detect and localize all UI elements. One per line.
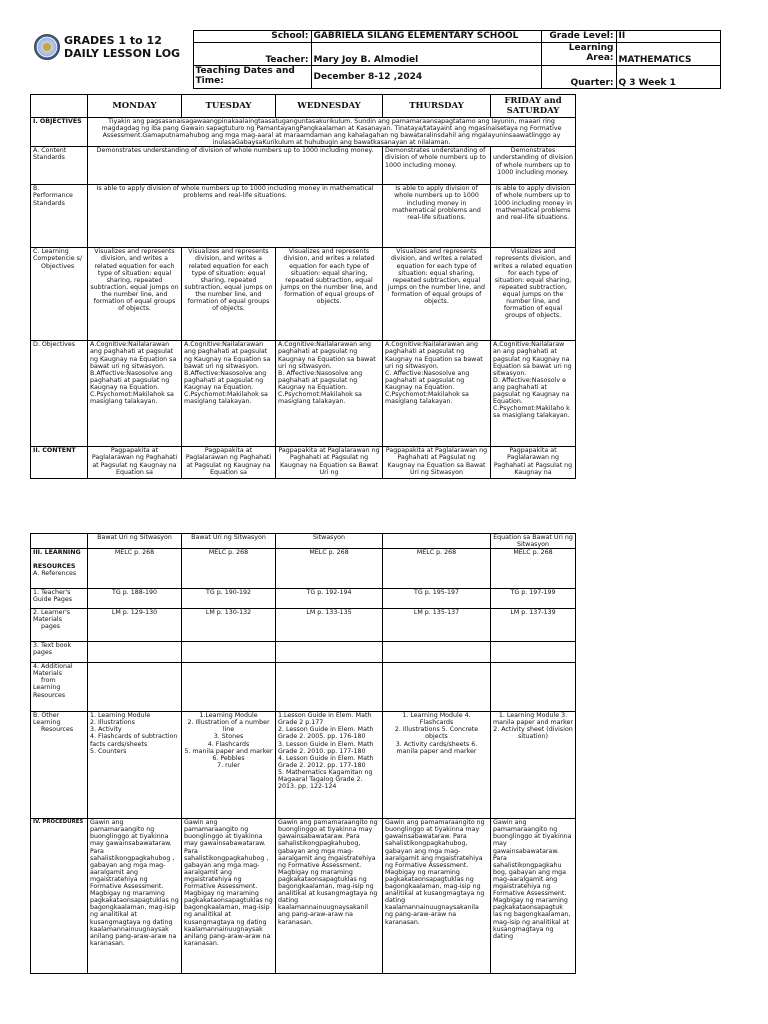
content-standards-fri: Demonstrates understanding of division of whole numbers up to 1000 including money. — [491, 147, 576, 185]
melc-thu: MELC p. 268 — [383, 549, 491, 589]
dates-label — [193, 66, 311, 89]
content-thu: Pagpapakita at Paglalarawan ng Paghahati at Pagsulat ng Kaugnay na Equation sa Bawat Uri ng Sitwasyon — [383, 447, 491, 479]
lm-wed: LM p. 133-135 — [276, 609, 383, 642]
procedures-tue: Gawin ang pamamaraangito ng buonglinggo at tiyakinna may gawainsabawataraw. Para sahalistikongpagkahubog , gabayan ang mga mag-aaralgamit ang mgaistratehiya ng Formative Assessment. Magbigay ng maraming pagkakataonsapagtuklas ng bagongkaalaman, mag-isip ng analitikal at kusangmagtaya ng dating kaalamannainuugnaysak anilang pang-araw-araw na karanasan. — [182, 819, 276, 974]
additional-tue — [182, 663, 276, 712]
other-label-2: Resources — [41, 726, 74, 734]
d-objectives-label: D. Objectives — [31, 341, 88, 447]
other-wed: 1.Lesson Guide in Elem. Math Grade 2 p.177 2. Lesson Guide in Elem. Math Grade 2. 2005. pp. 176-180 3. Lesson Guide in Elem. Math Grade 2. 2010. pp. 177-180 4. Lesson Guide in Elem. Math Grade 2. 2012. pp. 177-180 5. Mathematics Kagamitan ng Magaaral Tagalog Grade 2. 2013. pp. 122-124 — [276, 712, 383, 819]
performance-standards-fri: Is able to apply division of whole numbers up to 1000 including money in mathematical problems and real-life situations. — [491, 185, 576, 248]
dates-label-1: Teaching Dates and — [195, 66, 295, 76]
resources-label-1: III. LEARNING — [33, 549, 81, 557]
day-friday: FRIDAY and SATURDAY — [491, 95, 576, 118]
objectives-label: I. OBJECTIVES — [31, 118, 88, 147]
melc-mon: MELC p. 268 — [88, 549, 182, 589]
tg-tue: TG p. 190-192 — [182, 589, 276, 609]
melc-wed: MELC p. 268 — [276, 549, 383, 589]
area-label-1: Learning — [568, 43, 614, 53]
additional-label-1: 4. Additional Materials — [33, 663, 73, 678]
procedures-mon: Gawin ang pamamaraangito ng buonglinggo at tiyakinna may gawainsabawataraw. Para sahalistikongpagkahubog , gabayan ang mga mag-aaralgamit ang mgaistratehiya ng Formative Assessment. Magbigay ng maraming pagkakataonsapagtuklas ng bagongkaalaman, mag-isip ng analitikal at kusangmagtaya ng dating kaalamannainuugnaysak anilang pang-araw-araw na karanasan. — [88, 819, 182, 974]
lm-label-1: 2. Learner's Materials — [33, 609, 71, 624]
procedures-label: IV. PROCEDURES — [31, 819, 88, 974]
d-objectives-fri: A.Cognitive:Nailalaraw an ang paghahati at pagsulat ng Kaugnay na Equation sa bawat uri ng sitwasyon. D. Affective:Nasosolv e ang paghahati at pagsulat ng Kaugnay na Equation. C.Psychomot:Makilaho k sa masiglang talakayan. — [491, 341, 576, 447]
dates-label-2: Time: — [195, 76, 224, 86]
content-wed: Pagpapakita at Paglalarawan ng Paghahati at Pagsulat ng Kaugnay na Equation sa Bawat Uri ng — [276, 447, 383, 479]
procedures-fri: Gawin ang pamamaraangito ng buonglinggo at tiyakinna may gawainsabawataraw. Para sahalistikongpagkahu bog, gabayan ang mga mag-aaralgamit ang mgaistratehiya ng Formative Assessment. Magbigay ng maraming pagkakataonsapagtuk las ng bagongkaalaman, mag-isip ng analitikal at kusangmagtaya ng dating — [491, 819, 576, 974]
grade-value: II — [616, 31, 720, 43]
tg-thu: TG p. 195-197 — [383, 589, 491, 609]
additional-fri — [491, 663, 576, 712]
other-thu: 1. Learning Module 4. Flashcards 2. Illustrations 5. Concrete objects 3. Activity cards/sheets 6. manila paper and marker — [383, 712, 491, 819]
teachers-guide-label: 1. Teacher's Guide Pages — [31, 589, 88, 609]
performance-label-2: Performance Standards — [33, 192, 73, 207]
textbook-wed — [276, 642, 383, 663]
lm-tue: LM p. 130-132 — [182, 609, 276, 642]
content-cont-tue: Bawat Uri ng Sitwasyon — [182, 534, 276, 549]
content-mon: Pagpapakita at Paglalarawan ng Paghahati at Pagsulat ng Kaugnay na Equation sa — [88, 447, 182, 479]
school-label: School: — [193, 31, 311, 43]
day-wednesday: WEDNESDAY — [276, 95, 383, 118]
tg-wed: TG p. 192-194 — [276, 589, 383, 609]
lm-thu: LM p. 135-137 — [383, 609, 491, 642]
title-line-1: GRADES 1 to 12 — [64, 34, 162, 47]
content-cont-wed: Sitwasyon — [276, 534, 383, 549]
content-standards-mon-wed: Demonstrates understanding of division of whole numbers up to 1000 including money. — [88, 147, 383, 185]
competencies-tue: Visualizes and represents division, and writes a related equation for each type of situation: equal sharing, repeated subtraction, equal jumps on the number line, and formation of equal groups of objects. — [182, 248, 276, 341]
content-cont-mon: Bawat Uri ng Sitwasyon — [88, 534, 182, 549]
procedures-thu: Gawin ang pamamaraangito ng buonglinggo at tiyakinna may gawainsabawataraw. Para sahalistikongpagkahubog, gabayan ang mga mag-aaralgamit ang mgaistratehiya ng Formative Assessment. Magbigay ng maraming pagkakataonsapagtuklas ng bagongkaalaman, mag-isip ng analitikal at kusangmagtaya ng dating kaalamannainuugnaysakanila ng pang-araw-araw na karanasan. — [383, 819, 491, 974]
d-objectives-tue: A.Cognitive:Nailalarawan ang paghahati at pagsulat ng Kaugnay na Equation sa bawat uri ng sitwasyon. B.Affective:Nasosolve ang paghahati at pagsulat ng Kaugnay na Equation. C.Psychomot:Makilahok sa masiglang talakayan. — [182, 341, 276, 447]
learners-materials-label — [31, 609, 88, 642]
lesson-table-page-1 — [30, 94, 576, 479]
resources-label-3: A. References — [33, 570, 77, 578]
resources-label-2: RESOURCES — [33, 563, 76, 571]
performance-label-1: B. — [33, 185, 40, 193]
additional-label-3: Learning Resources — [33, 684, 66, 699]
lm-fri: LM p. 137-139 — [491, 609, 576, 642]
other-mon: 1. Learning Module 2. Illustrations 3. Activity 4. Flashcards of subtraction facts cards/sheets 5. Counters — [88, 712, 182, 819]
area-label-2: Area: — [586, 53, 614, 63]
textbook-tue — [182, 642, 276, 663]
title-line-2: DAILY LESSON LOG — [64, 47, 181, 60]
day-tuesday: TUESDAY — [182, 95, 276, 118]
d-objectives-wed: A.Cognitive:Nailalarawan ang paghahati at pagsulat ng Kaugnay na Equation sa bawat uri ng sitwasyon. B. Affective:Nasosolve ang paghahati at pagsulat ng Kaugnay na Equation. C.Psychomot:Makilahok sa masiglang talakayan. — [276, 341, 383, 447]
performance-standards-thu: Is able to apply division of whole numbers up to 1000 including money in mathematical problems and real-life situations. — [383, 185, 491, 248]
textbook-mon — [88, 642, 182, 663]
melc-fri: MELC p. 268 — [491, 549, 576, 589]
tg-fri: TG p. 197-199 — [491, 589, 576, 609]
melc-tue: MELC p. 268 — [182, 549, 276, 589]
additional-mon — [88, 663, 182, 712]
cont-label-empty — [31, 534, 88, 549]
title-area — [30, 31, 193, 89]
textbook-thu — [383, 642, 491, 663]
dates-value: December 8-12 ,2024 — [311, 66, 541, 89]
content-fri: Pagpapakita at Paglalarawan ng Paghahati at Pagsulat ng Kaugnay na — [491, 447, 576, 479]
d-objectives-thu: A.Cognitive:Nailalarawan ang paghahati at pagsulat ng Kaugnay na Equation sa bawat uri ng sitwasyon. C. Affective:Nasosolve ang paghahati at pagsulat ng Kaugnay na Equation. C.Psychomot:Makilahok sa masiglang talakayan. — [383, 341, 491, 447]
competencies-fri: Visualizes and represents division, and writes a related equation for each type of situation: equal sharing, repeated subtraction, equal jumps on the number line, and formation of equal groups of objects. — [491, 248, 576, 341]
competencies-mon: Visualizes and represents division, and writes a related equation for each type of situation: equal sharing, repeated subtraction, equal jumps on the number line, and formation of equal groups of objects. — [88, 248, 182, 341]
content-cont-thu — [383, 534, 491, 549]
additional-thu — [383, 663, 491, 712]
quarter-label: Quarter: — [541, 66, 616, 89]
additional-wed — [276, 663, 383, 712]
area-value: MATHEMATICS — [616, 43, 720, 66]
tg-mon: TG p. 188-190 — [88, 589, 182, 609]
teacher-value: Mary Joy B. Almodiel — [311, 43, 541, 66]
quarter-value: Q 3 Week 1 — [616, 66, 720, 89]
area-label — [541, 43, 616, 66]
content-tue: Pagpapakita at Paglalarawan ng Paghahati at Pagsulat ng Kaugnay na Equation sa — [182, 447, 276, 479]
content-standards-label: A. Content Standards — [31, 147, 88, 185]
competencies-label — [31, 248, 88, 341]
other-label-1: B. Other Learning — [33, 712, 61, 727]
competencies-wed: Visualizes and represents division, and writes a related equation for each type of situation: equal sharing, repeated subtraction, equal jumps on the number line, and formation of equal groups of objects. — [276, 248, 383, 341]
additional-materials-label — [31, 663, 88, 712]
procedures-wed: Gawin ang pamamaraangito ng buonglinggo at tiyakinna may gawainsabawataraw. Para sahalistikongpagkahubog, gabayan ang mga mag-aaralgamit ang mgaistratehiya ng Formative Assessment. Magbigay ng maraming pagkakataonsapagtuklas ng bagongkaalaman, mag-isip ng analitikal at kusangmagtaya ng dating kaalamannainuugnaysakanil ang pang-araw-araw na karanasan. — [276, 819, 383, 974]
additional-label-2: from — [41, 677, 56, 685]
textbook-fri — [491, 642, 576, 663]
content-standards-thu: Demonstrates understanding of division of whole numbers up to 1000 including money. — [383, 147, 491, 185]
grade-label: Grade Level: — [541, 31, 616, 43]
header-table — [30, 30, 721, 89]
lesson-table-page-2 — [30, 533, 576, 974]
competencies-thu: Visualizes and represents division, and writes a related equation for each type of situation: equal sharing, repeated subtraction, equal jumps on the number line, and formation of equal groups of objects. — [383, 248, 491, 341]
performance-standards-mon-wed: Is able to apply division of whole numbers up to 1000 including money in mathematical problems and real-life situations. — [88, 185, 383, 248]
corner-cell — [31, 95, 88, 118]
performance-standards-label — [31, 185, 88, 248]
teacher-label: Teacher: — [193, 43, 311, 66]
day-thursday: THURSDAY — [383, 95, 491, 118]
other-resources-label — [31, 712, 88, 819]
lm-mon: LM p. 129-130 — [88, 609, 182, 642]
content-label: II. CONTENT — [31, 447, 88, 479]
lm-label-2: pages — [41, 623, 61, 631]
school-value: GABRIELA SILANG ELEMENTARY SCHOOL — [311, 31, 541, 43]
day-monday: MONDAY — [88, 95, 182, 118]
other-fri: 1. Learning Module 3. manila paper and marker 2. Activity sheet (division situation) — [491, 712, 576, 819]
content-cont-fri: Equation sa Bawat Uri ng Sitwasyon — [491, 534, 576, 549]
textbook-label: 3. Text book pages — [31, 642, 88, 663]
resources-label — [31, 549, 88, 589]
other-tue: 1.Learning Module 2. Illustration of a number line 3. Stones 4. Flashcards 5. manila paper and marker 6. Pebbles 7. ruler — [182, 712, 276, 819]
objectives-note: Tiyakin ang pagsasanaisagawaangpinakaalaingtaasatuganguntasakurikulum. Sundin ang pamamaraansapagtatamo ang layunin, maaari ring magdagdag ng iba pang Gawain sapagtuturo ng PamantayangPangkaalaman at Kasanayan. Tinataya/tatayaint ang mgasinaisetaya ng Formative Assessment.Gamaputnamahubog ang mga mag-aaral at maraamdaman ang kahalagahan ng bawataralinsdahil ang mgalayuninsaawatlinggo ay inulasaGabaysaKurikulum at huhubugin ang bawatkasanayan at nilalaman. — [88, 118, 576, 147]
d-objectives-mon: A.Cognitive:Nailalarawan ang paghahati at pagsulat ng Kaugnay na Equation sa bawat uri ng sitwasyon. B.Affective:Nasosolve ang paghahati at pagsulat ng Kaugnay na Equation. C.Psychomot:Makilahok sa masiglang talakayan. — [88, 341, 182, 447]
competencies-label-2: Objectives — [41, 262, 75, 270]
competencies-label-1: C. Learning Competencie s/ — [33, 248, 83, 263]
